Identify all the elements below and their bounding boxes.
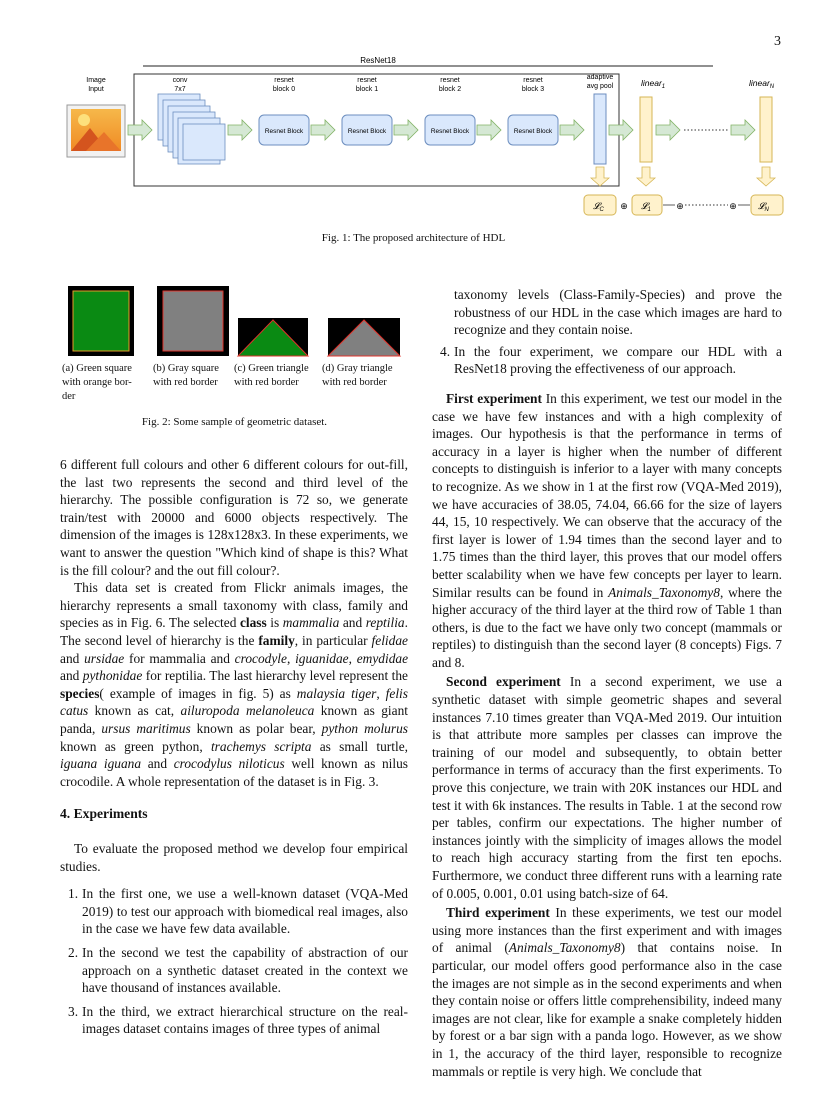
svg-text:Resnet Block: Resnet Block bbox=[513, 128, 553, 135]
experiments-list bbox=[60, 885, 408, 1038]
list-item-3-continued: taxonomy levels (Class-Family-Species) and prove the robustness of our HDL in the case which images are hard to recognize and they contain noise. bbox=[454, 287, 782, 338]
list-item: 1. In the first one, we use a well-known dataset (VQA-Med 2019) to test our approach with biomedical real images, also in the case we have few data available. bbox=[68, 886, 408, 937]
svg-text:resnet: resnet bbox=[440, 77, 460, 84]
arrow-dots-linearN bbox=[731, 120, 755, 140]
left-column bbox=[60, 456, 408, 790]
arrow-conv-block0 bbox=[228, 120, 252, 140]
resnet-block-1 bbox=[342, 77, 392, 145]
page-number: 3 bbox=[774, 34, 781, 49]
paragraph-first-experiment: First experiment In this experiment, we test our model in the case we have few instances and with a high complexity of images. Our hypothesis is that the performance in terms of accuracy in a layer is higher when the number of different concepts to distinguish is inferior to a layer with many concepts to recognize. As we show in 1 at the first row (VQA-Med 2019), we have accuracies of 38.05, 74.04, 66.66 for the size of layers 44, 15, 10 respectively. We can observe that the accuracy of the first layer is lower of 1.94 times than the second layer and to 1.75 times than the third layer, this proves that our model offers better scalability when we have few concepts per layer to learn. Similar results can be found in Animals_Taxonomy8, where the higher accuracy of the third layer at the third row of Table 1 than others, is due to the fact we have only two concept (mammals or reptiles) to distinguish than the second layer (8 concepts) Figs. 7 and 8. bbox=[432, 390, 782, 670]
list-item: 2. In the second we test the capability of abstraction of our approach on a synthetic dataset created in the context we have thousand of instances available. bbox=[68, 944, 408, 996]
svg-text:Resnet Block: Resnet Block bbox=[430, 128, 470, 135]
linear-n-layer bbox=[749, 78, 775, 162]
svg-text:avg pool: avg pool bbox=[586, 83, 614, 90]
subcaption-c: (c) Green triangle with red border bbox=[234, 363, 309, 388]
svg-text:Resnet Block: Resnet Block bbox=[264, 128, 304, 135]
left-column-experiments bbox=[60, 840, 408, 1044]
arrow-linear1-loss1 bbox=[637, 167, 655, 186]
paragraph-third-experiment: Third experiment In these experiments, we test our model using more instances than the first experiment and with images of animal (Animals_Taxonomy8) that contains noise. In particular, our model offers good performance also in the case the images are not simple as in the second experiments and when they contain noise or offers little comprehensibility, indeed many images are not clear, like for example a snake completely hidden by forest or a bar sign with a panda logo. However, as we show in 1, the accuracy of the third layer, responsible to recognize mammals or reptile is very high. We conclude that bbox=[432, 905, 782, 1079]
svg-text:block 2: block 2 bbox=[438, 86, 462, 93]
arrow-block0-block1 bbox=[311, 120, 335, 140]
right-column bbox=[432, 286, 782, 1080]
resnet-label: ResNet18 bbox=[360, 56, 396, 65]
arrow-block3-pool bbox=[560, 120, 584, 140]
svg-text:linearN: linear$_N$ bbox=[749, 78, 775, 90]
svg-text:linear1: linear$_1$ bbox=[641, 78, 666, 90]
loss-c bbox=[584, 195, 616, 215]
svg-text:block 3: block 3 bbox=[521, 86, 545, 93]
image-input-label-1: Image bbox=[86, 77, 106, 84]
arrow-linearN-lossN bbox=[757, 167, 775, 186]
svg-text:block 1: block 1 bbox=[355, 86, 379, 93]
conv-label-2: 7x7 bbox=[174, 86, 186, 93]
oplus-3: ⊕ bbox=[729, 201, 737, 211]
oplus-1: ⊕ bbox=[620, 201, 628, 211]
section-heading-experiments: 4. Experiments bbox=[60, 806, 148, 821]
resnet-block-0 bbox=[259, 77, 309, 145]
architecture-figure bbox=[56, 52, 786, 222]
loss-n bbox=[751, 195, 783, 215]
conv-label-1: conv bbox=[172, 77, 188, 84]
figure-1-caption: Fig. 1: The proposed architecture of HDL bbox=[321, 232, 506, 244]
conv-stack bbox=[158, 94, 225, 164]
oplus-2: ⊕ bbox=[676, 201, 684, 211]
loss-1 bbox=[632, 195, 662, 215]
svg-text:𝓛C: 𝓛$_C$ bbox=[593, 201, 604, 213]
svg-text:block 0: block 0 bbox=[272, 86, 296, 93]
resnet-block-3 bbox=[508, 77, 558, 145]
paragraph-dataset-animals: This data set is created from Flickr animals images, the hierarchy represents a small taxonomy with class, family and species as in Fig. 6. The selected class is mammalia and reptilia. The second level of hierarchy is the family, in particular felidae and ursidae for mammalia and crocodyle, iguanidae, emydidae and pythonidae for reptilia. The last hierarchy level represent the species( example of images in fig. 5) as malaysia tiger, felis catus known as cat, ailuropoda melanoleuca known as giant panda, ursus maritimus known as polar bear, python molurus known as green python, trachemys scripta as small turtle, iguana iguana and crocodylus niloticus well known as nilus crocodile. A whole representation of the dataset is in Fig. 3. bbox=[60, 580, 409, 789]
subcaption-b: (b) Gray square with red border bbox=[153, 363, 219, 388]
resnet-block-2 bbox=[425, 77, 475, 145]
list-item-4: 4. In the four experiment, we compare our HDL with a ResNet18 proving the effectiveness of our approach. bbox=[440, 343, 782, 377]
geometric-samples-figure bbox=[62, 284, 407, 404]
paragraph-second-experiment: Second experiment In a second experiment, we use a synthetic dataset with simple geometric shapes and several instances 7.10 times greater than VQA-Med 2019. Our intuition is that attribute more samples per classes can improve the training of our model and subsequently, to obtain better performance in terms of accuracy than the first experiments. To prove this conjecture, we train with 20K instances our HDL and test it with 6k instances. The results in Table. 1 at the second row per tables, confirm our expectations. The higher number of instances jointly with the simplicity of images allows the model to reach high accuracy starting from the first ten epochs. Furthermore, we conduct three different runs with a learning rate of 0.005, 0.001, 0.01 using batch-size of 64. bbox=[432, 674, 782, 901]
sample-gray-square bbox=[157, 286, 229, 356]
svg-text:resnet: resnet bbox=[523, 77, 543, 84]
svg-text:𝓛1: 𝓛$_1$ bbox=[641, 201, 651, 213]
svg-text:𝓛N: 𝓛$_N$ bbox=[758, 201, 769, 213]
svg-text:adaptive: adaptive bbox=[586, 74, 614, 81]
sample-green-triangle bbox=[238, 318, 308, 356]
svg-text:resnet: resnet bbox=[274, 77, 294, 84]
arrow-input-conv bbox=[128, 120, 152, 140]
adaptive-avg-pool bbox=[587, 74, 614, 164]
experiments-intro: To evaluate the proposed method we develop four empirical studies. bbox=[60, 841, 408, 874]
image-input-label-2: Input bbox=[88, 86, 104, 93]
arrow-linear1-dots bbox=[656, 120, 680, 140]
paragraph-dataset-geometric: 6 different full colours and other 6 different colours for out-fill, the last two represents the second and third level of the hierarchy. The possible configuration is 72 so, we generate train/test with 20000 and 6000 objects respectively. The dimension of the images is 128x128x3. In these experiments, we want to answer the question "Which kind of shape is this? What is the fill colour? and the out fill colour?. bbox=[60, 457, 408, 578]
subcaption-d: (d) Gray triangle with red border bbox=[322, 363, 393, 388]
svg-text:resnet: resnet bbox=[357, 77, 377, 84]
geometric-samples bbox=[62, 284, 407, 364]
arrow-pool-linear1 bbox=[609, 120, 633, 140]
subcaption-a: (a) Green square with orange bor- der bbox=[62, 363, 132, 402]
figure-2-caption: Fig. 2: Some sample of geometric dataset. bbox=[141, 416, 328, 428]
arrow-block1-block2 bbox=[394, 120, 418, 140]
architecture-diagram bbox=[56, 52, 786, 222]
image-input-icon bbox=[67, 105, 125, 157]
arrow-pool-lossC bbox=[591, 167, 609, 186]
sample-green-square bbox=[68, 286, 134, 356]
linear-1-layer bbox=[640, 78, 665, 162]
arrow-block2-block3 bbox=[477, 120, 501, 140]
sample-gray-triangle bbox=[328, 318, 400, 356]
svg-text:Resnet Block: Resnet Block bbox=[347, 128, 387, 135]
list-item: 3. In the third, we extract hierarchical structure on the real-images dataset contains images of three types of animal bbox=[68, 1003, 408, 1037]
